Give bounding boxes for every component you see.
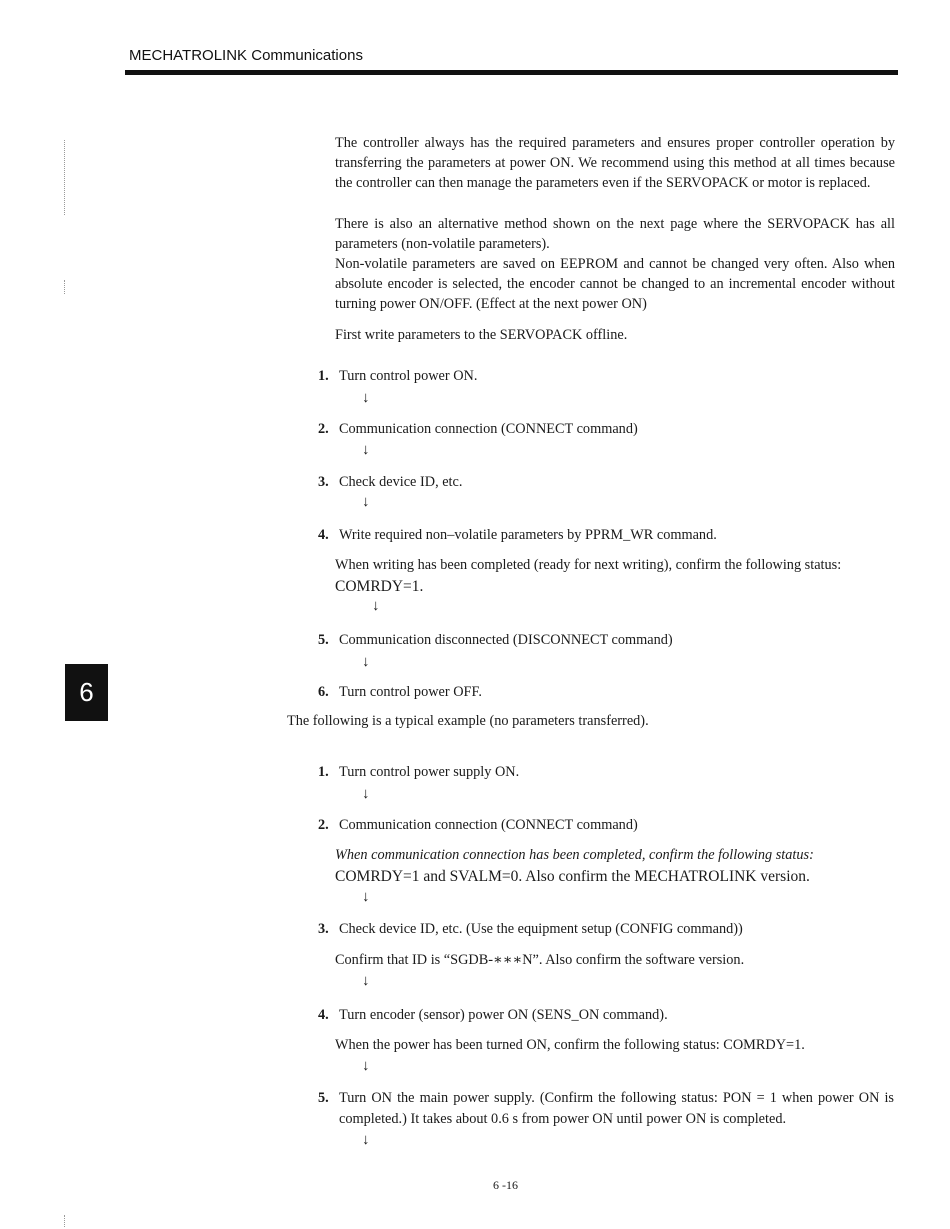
step-text: Communication connection (CONNECT command) bbox=[339, 421, 638, 437]
down-arrow-icon: ↓ bbox=[362, 1132, 370, 1148]
down-arrow-icon: ↓ bbox=[362, 786, 370, 802]
procedure2-step bbox=[318, 1005, 898, 1025]
step-number: 1. bbox=[318, 764, 329, 780]
procedure1-step bbox=[318, 682, 898, 702]
margin-dots bbox=[64, 140, 65, 215]
step-note: When writing has been completed (ready for next writing), confirm the following status: bbox=[335, 557, 842, 573]
down-arrow-icon: ↓ bbox=[362, 1058, 370, 1074]
step-text: Check device ID, etc. bbox=[339, 474, 463, 490]
step-number: 4. bbox=[318, 1007, 329, 1023]
down-arrow-icon: ↓ bbox=[362, 889, 370, 905]
down-arrow-icon: ↓ bbox=[362, 442, 370, 458]
procedure1-step bbox=[318, 366, 898, 386]
procedure1-step bbox=[318, 472, 898, 492]
down-arrow-icon: ↓ bbox=[362, 973, 370, 989]
step-number: 4. bbox=[318, 527, 329, 543]
step-note: Confirm that ID is “SGDB-∗∗∗N”. Also confirm the software version. bbox=[335, 952, 745, 968]
page-header-title: MECHATROLINK Communications bbox=[129, 47, 363, 64]
step-number: 5. bbox=[318, 632, 329, 648]
procedure2-step bbox=[318, 815, 898, 835]
typical-example-intro: The following is a typical example (no parameters transferred). bbox=[287, 713, 649, 729]
procedure1-step bbox=[318, 525, 898, 545]
procedure2-step bbox=[318, 1088, 898, 1130]
procedure2-step bbox=[318, 762, 898, 782]
step-note: When the power has been turned ON, confirm the following status: COMRDY=1. bbox=[335, 1037, 805, 1053]
step-number: 6. bbox=[318, 684, 329, 700]
page-number: 6 -16 bbox=[493, 1178, 518, 1192]
step-number: 2. bbox=[318, 817, 329, 833]
step-number: 2. bbox=[318, 421, 329, 437]
step-text: Turn encoder (sensor) power ON (SENS_ON command). bbox=[339, 1007, 668, 1023]
intro-paragraph: Non-volatile parameters are saved on EEPROM and cannot be changed very often. Also when absolute encoder is selected, the encoder cannot be changed to an incremental encoder without turning power ON/OFF. (Effect at the next power ON) bbox=[335, 256, 895, 313]
margin-dots bbox=[64, 280, 65, 294]
intro-paragraph: First write parameters to the SERVOPACK offline. bbox=[335, 327, 628, 343]
down-arrow-icon: ↓ bbox=[362, 494, 370, 510]
step-number: 3. bbox=[318, 474, 329, 490]
procedure1-step bbox=[318, 630, 898, 650]
step-text: Check device ID, etc. (Use the equipment setup (CONFIG command)) bbox=[339, 921, 743, 937]
down-arrow-icon: ↓ bbox=[362, 654, 370, 670]
step-note: When communication connection has been completed, confirm the following status: bbox=[335, 847, 814, 863]
chapter-tab: 6 bbox=[65, 664, 108, 721]
intro-paragraph: The controller always has the required parameters and ensures proper controller operation by transferring the parameters at power ON. We recommend using this method at all times because the controller can then manage the parameters even if the SERVOPACK or motor is replaced. bbox=[335, 135, 895, 192]
step-text: Turn control power supply ON. bbox=[339, 764, 520, 780]
procedure2-step bbox=[318, 919, 898, 939]
down-arrow-icon: ↓ bbox=[362, 390, 370, 406]
step-text: Turn control power OFF. bbox=[339, 684, 482, 700]
step-text: Write required non–volatile parameters by PPRM_WR command. bbox=[339, 527, 717, 543]
step-text: Communication connection (CONNECT command) bbox=[339, 817, 638, 833]
intro-paragraph: There is also an alternative method shown on the next page where the SERVOPACK has all parameters (non-volatile parameters). bbox=[335, 216, 895, 253]
step-note: COMRDY=1. bbox=[335, 578, 424, 595]
margin-dots bbox=[64, 1215, 65, 1227]
step-text: Turn control power ON. bbox=[339, 368, 478, 384]
step-text: Communication disconnected (DISCONNECT command) bbox=[339, 632, 673, 648]
step-number: 5. bbox=[318, 1090, 329, 1106]
step-number: 3. bbox=[318, 921, 329, 937]
step-note: COMRDY=1 and SVALM=0. Also confirm the MECHATROLINK version. bbox=[335, 868, 810, 885]
step-number: 1. bbox=[318, 368, 329, 384]
header-rule bbox=[125, 70, 898, 75]
step-text: Turn ON the main power supply. (Confirm the following status: PON = 1 when power ON is completed.) It takes about 0.6 s from power ON until power ON is completed. bbox=[339, 1090, 894, 1127]
down-arrow-icon: ↓ bbox=[372, 598, 380, 614]
procedure1-step bbox=[318, 419, 898, 439]
